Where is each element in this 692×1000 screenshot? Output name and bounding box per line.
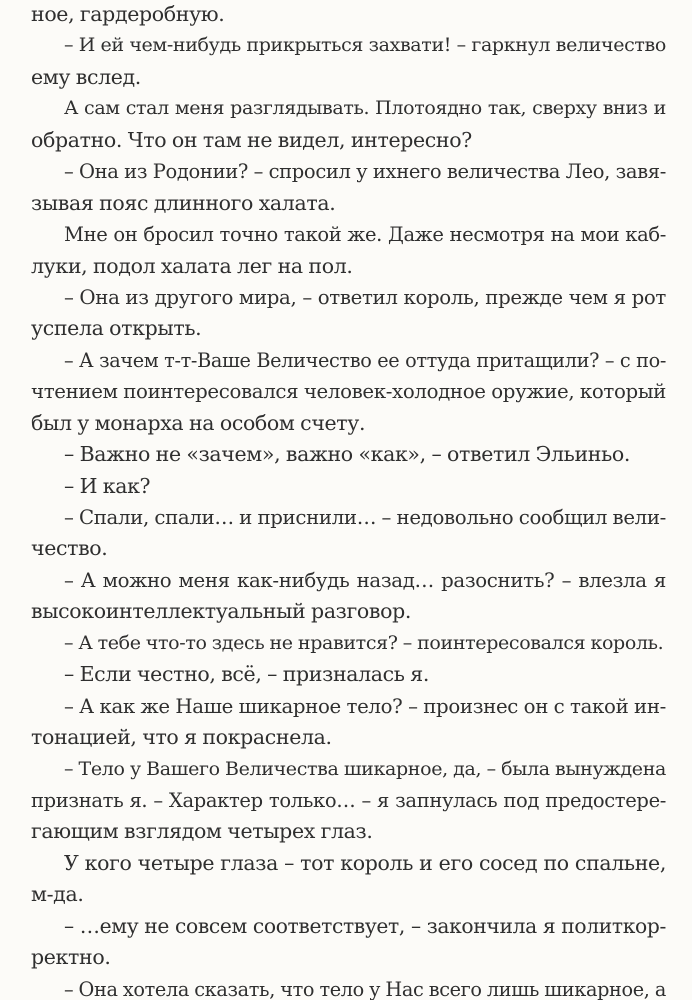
text-line: – А можно меня как-нибудь назад… разоснить? – влезла я [64, 568, 666, 592]
text-line: тонацией, что я покраснела. [31, 725, 332, 750]
text-line: высокоинтеллектуальный разговор. [31, 599, 412, 624]
text-line: – Она из Родонии? – спросил у ихнего величества Лео, завя- [64, 160, 666, 184]
text-line: – И как? [64, 473, 151, 498]
text-line: – Тело у Вашего Величества шикарное, да, – была вынуждена [64, 757, 666, 780]
text-line: А сам стал меня разглядывать. Плотоядно так, сверху вниз и [64, 97, 666, 120]
text-line: успела открыть. [31, 316, 202, 341]
text-line: зывая пояс длинного халата. [31, 190, 336, 215]
text-line: – Если честно, всё, – призналась я. [64, 662, 430, 687]
text-line: – Важно не «зачем», важно «как», – ответил Эльиньо. [64, 442, 631, 467]
text-line: ему вслед. [31, 64, 141, 89]
text-line: У кого четыре глаза – тот король и его сосед по спальне, [64, 850, 666, 875]
text-line: ректно. [31, 945, 111, 970]
text-line: чество. [31, 536, 108, 561]
text-line: Мне он бросил точно такой же. Даже несмотря на мои каб- [64, 223, 666, 247]
text-line: обратно. Что он там не видел, интересно? [31, 127, 472, 152]
text-line: м-да. [31, 882, 84, 907]
text-line: – А как же Наше шикарное тело? – произнес он с такой ин- [64, 694, 666, 718]
text-line: гающим взглядом четырех глаз. [31, 819, 373, 844]
text-line: – И ей чем-нибудь прикрыться захвати! – гаркнул величество [64, 34, 666, 57]
text-line: – А тебе что-то здесь не нравится? – поинтересовался король. [64, 631, 664, 654]
text-line: – Она из другого мира, – ответил король, прежде чем я рот [64, 285, 666, 309]
text-line: – Она хотела сказать, что тело у Нас всего лишь шикарное, а [64, 977, 666, 1000]
text-line: признать я. – Характер только… – я запнулась под предостере- [31, 788, 666, 812]
text-line: чтением поинтересовался человек-холодное оружие, который [31, 380, 666, 404]
text-line: луки, подол халата лег на пол. [31, 253, 353, 278]
text-line: – А зачем т-т-Ваше Величество ее оттуда притащили? – с по- [64, 348, 666, 372]
text-line: – …ему не совсем соответствует, – закончила я политкор- [64, 913, 666, 938]
text-line: был у монарха на особом счету. [31, 410, 366, 435]
text-body [31, 0, 666, 1000]
text-line: – Спали, спали… и приснили… – недовольно сообщил вели- [64, 506, 666, 529]
text-line: ное, гардеробную. [31, 2, 225, 26]
